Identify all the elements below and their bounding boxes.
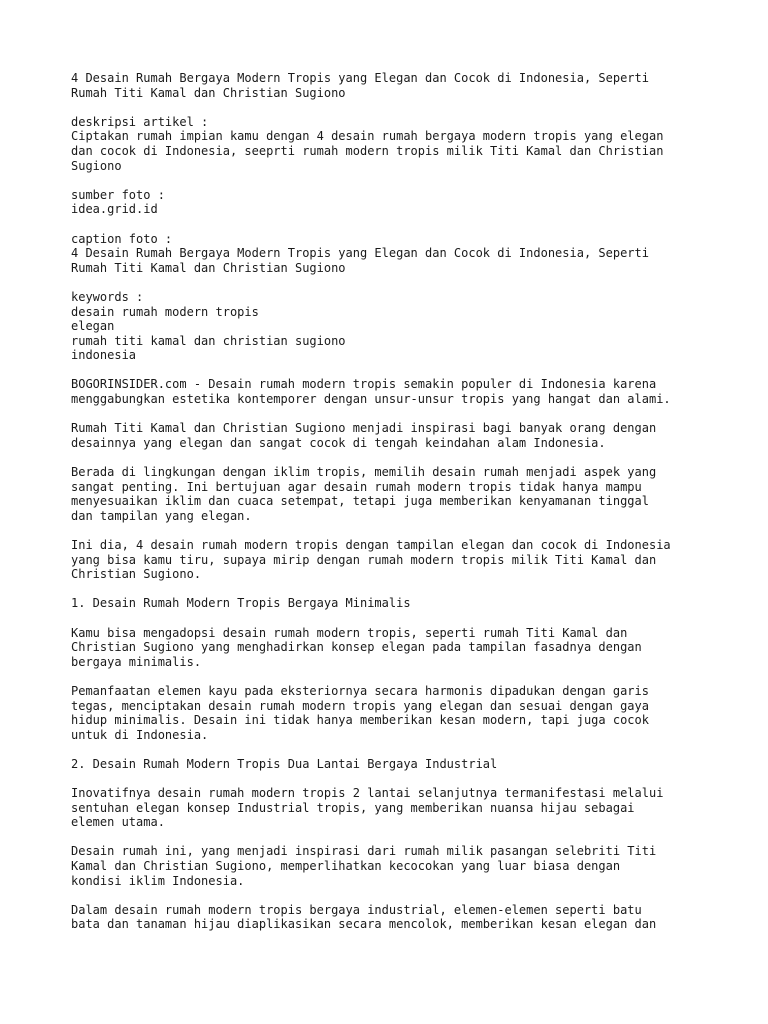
text-line: caption foto :	[71, 231, 173, 246]
article-title	[71, 71, 711, 100]
text-line: rumah titi kamal dan christian sugiono	[71, 333, 346, 348]
text-line: Kamu bisa mengadopsi desain rumah modern tropis, seperti rumah Titi Kamal dan	[71, 625, 628, 640]
section-heading	[71, 757, 711, 772]
paragraph	[71, 626, 711, 670]
paragraph	[71, 786, 711, 830]
text-line: Berada di lingkungan dengan iklim tropis, memilih desain rumah menjadi aspek yang	[71, 465, 657, 480]
text-line: menggabungkan estetika kontemporer dengan unsur-unsur tropis yang hangat dan alami.	[71, 392, 671, 407]
photo-source	[71, 188, 711, 217]
text-line: Rumah Titi Kamal dan Christian Sugiono menjadi inspirasi bagi banyak orang dengan	[71, 421, 657, 436]
photo-caption	[71, 232, 711, 276]
text-line: Inovatifnya desain rumah modern tropis 2 lantai selanjutnya termanifestasi melalui	[71, 786, 664, 801]
paragraph	[71, 684, 711, 742]
text-line: 4 Desain Rumah Bergaya Modern Tropis yang Elegan dan Cocok di Indonesia, Seperti	[71, 71, 649, 85]
text-line: bata dan tanaman hijau diaplikasikan secara mencolok, memberikan kesan elegan dan	[71, 917, 657, 932]
text-line: elemen utama.	[71, 815, 165, 830]
text-line: Sugiono	[71, 158, 122, 173]
text-line: 2. Desain Rumah Modern Tropis Dua Lantai Bergaya Industrial	[71, 756, 498, 771]
text-line: dan tampilan yang elegan.	[71, 508, 252, 523]
text-line: Dalam desain rumah modern tropis bergaya industrial, elemen-elemen seperti batu	[71, 902, 642, 917]
article-description	[71, 115, 711, 173]
text-line: 4 Desain Rumah Bergaya Modern Tropis yang Elegan dan Cocok di Indonesia, Seperti	[71, 246, 649, 261]
text-line: 1. Desain Rumah Modern Tropis Bergaya Minimalis	[71, 596, 411, 611]
paragraph	[71, 844, 711, 888]
text-line: hidup minimalis. Desain ini tidak hanya memberikan kesan modern, tapi juga cocok	[71, 713, 649, 728]
text-line: sumber foto :	[71, 187, 165, 202]
text-line: desain rumah modern tropis	[71, 304, 259, 319]
paragraph	[71, 465, 711, 523]
keywords	[71, 290, 711, 363]
text-line: Ini dia, 4 desain rumah modern tropis dengan tampilan elegan dan cocok di Indonesia	[71, 538, 671, 552]
text-line: Rumah Titi Kamal dan Christian Sugiono	[71, 260, 346, 275]
text-line: menyesuaikan iklim dan cuaca setempat, tetapi juga memberikan kenyamanan tinggal	[71, 494, 649, 509]
paragraph	[71, 421, 711, 450]
text-line: kondisi iklim Indonesia.	[71, 873, 245, 888]
document-page	[71, 71, 711, 947]
text-line: dan cocok di Indonesia, seeprti rumah modern tropis milik Titi Kamal dan Christian	[71, 143, 664, 158]
text-line: Christian Sugiono.	[71, 567, 202, 582]
paragraph	[71, 538, 711, 582]
text-line: Kamal dan Christian Sugiono, memperlihatkan kecocokan yang luar biasa dengan	[71, 859, 621, 874]
text-line: Ciptakan rumah impian kamu dengan 4 desain rumah bergaya modern tropis yang elegan	[71, 129, 664, 144]
text-line: keywords :	[71, 289, 144, 304]
text-line: Pemanfaatan elemen kayu pada eksteriornya secara harmonis dipadukan dengan garis	[71, 683, 649, 698]
text-line: elegan	[71, 319, 115, 334]
text-line: sangat penting. Ini bertujuan agar desain rumah modern tropis tidak hanya mampu	[71, 479, 642, 494]
text-line: Rumah Titi Kamal dan Christian Sugiono	[71, 85, 346, 100]
text-line: desainnya yang elegan dan sangat cocok di tengah keindahan alam Indonesia.	[71, 435, 606, 450]
paragraph	[71, 377, 711, 406]
text-line: yang bisa kamu tiru, supaya mirip dengan rumah modern tropis milik Titi Kamal dan	[71, 552, 657, 567]
text-line: untuk di Indonesia.	[71, 727, 209, 742]
text-line: bergaya minimalis.	[71, 654, 202, 669]
text-line: indonesia	[71, 348, 137, 363]
text-line: Desain rumah ini, yang menjadi inspirasi dari rumah milik pasangan selebriti Titi	[71, 844, 657, 859]
paragraph	[71, 903, 711, 932]
text-line: tegas, menciptakan desain rumah modern tropis yang elegan dan sesuai dengan gaya	[71, 698, 649, 713]
text-line: BOGORINSIDER.com - Desain rumah modern tropis semakin populer di Indonesia karena	[71, 377, 657, 392]
text-line: deskripsi artikel :	[71, 114, 209, 129]
text-line: sentuhan elegan konsep Industrial tropis, yang memberikan nuansa hijau sebagai	[71, 800, 635, 815]
text-line: idea.grid.id	[71, 202, 158, 217]
text-line: Christian Sugiono yang menghadirkan konsep elegan pada tampilan fasadnya dengan	[71, 640, 642, 655]
section-heading	[71, 596, 711, 611]
